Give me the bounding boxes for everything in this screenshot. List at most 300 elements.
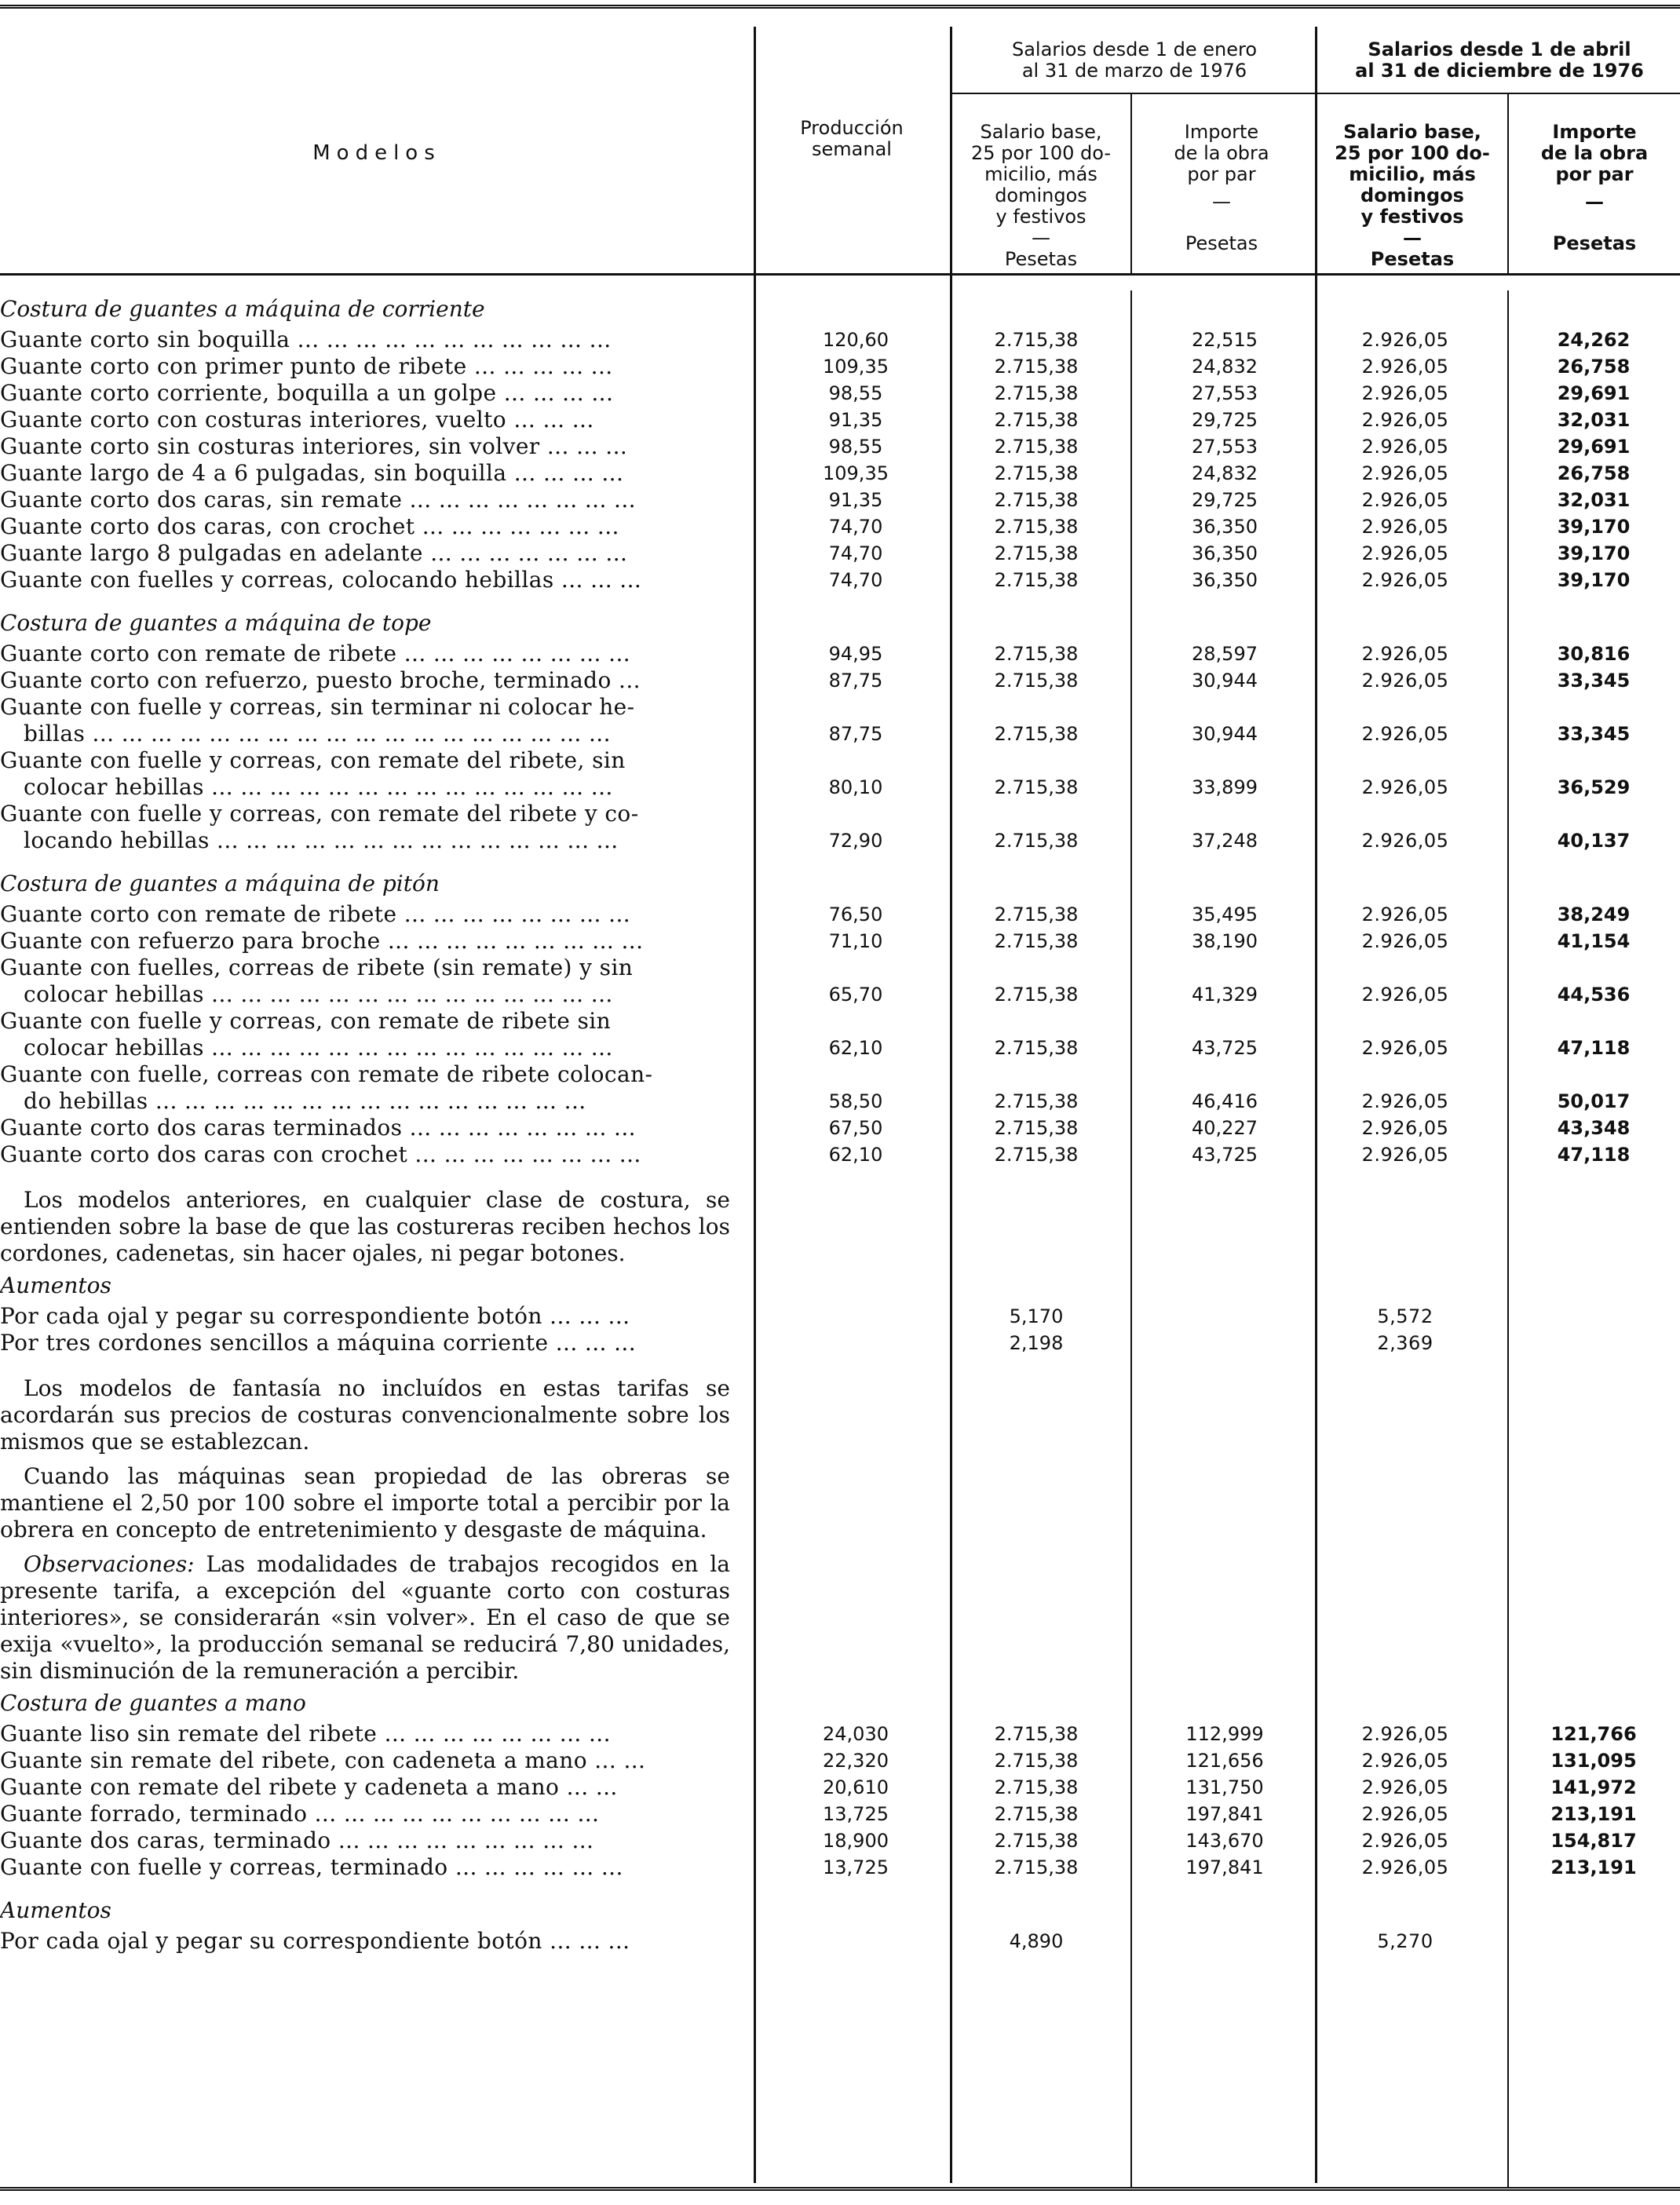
table-row (0, 901, 1680, 928)
cell-value: 30,816 (1557, 643, 1631, 665)
cell-value: 24,262 (1557, 329, 1631, 351)
table-row (0, 433, 1680, 460)
period2-title-line: Salarios desde 1 de abril (1368, 38, 1631, 60)
table-row (0, 1115, 1680, 1141)
cell-value: 29,725 (1192, 489, 1258, 511)
row-label-line: Guante corto sin boquilla ... ... ... ... ... ... ... ... ... ... ... (0, 327, 612, 352)
header-line: y festivos (995, 206, 1087, 228)
header-line: y festivos (1360, 206, 1464, 228)
spacer (0, 1356, 1680, 1367)
table-row (0, 460, 1680, 487)
cell-value: 62,10 (828, 1144, 883, 1166)
row-label (0, 1774, 738, 1801)
row-label (0, 955, 738, 1008)
table-row (0, 1827, 1680, 1854)
cell-value: 2.926,05 (1361, 1144, 1449, 1166)
row-label: Por cada ojal y pegar su correspondiente botón ... ... ... (0, 1303, 630, 1329)
cell-value: 2.926,05 (1361, 670, 1449, 692)
row-label (0, 641, 738, 667)
cell-value: 18,900 (823, 1830, 889, 1852)
table-row (0, 1141, 1680, 1168)
cell-value: 2.926,05 (1361, 356, 1449, 378)
table-row (0, 407, 1680, 433)
cell-value: 2.926,05 (1361, 409, 1449, 431)
table-row (0, 694, 1680, 747)
row-label-line: Guante con fuelles, correas de ribete (sin remate) y sin (0, 955, 634, 980)
cell-value: 2.715,38 (994, 1776, 1079, 1798)
section-title: Costura de guantes a mano (0, 1690, 306, 1716)
section-title: Costura de guantes a máquina de pitón (0, 871, 440, 896)
cell-value: 143,670 (1185, 1830, 1264, 1852)
row-label-line: Guante con remate del ribete y cadeneta a mano ... ... (0, 1774, 618, 1800)
cell-value: 2.926,05 (1361, 516, 1449, 538)
cell-value: 2.715,38 (994, 329, 1079, 351)
cell-value: 44,536 (1557, 984, 1631, 1006)
cell-value: 38,249 (1557, 904, 1631, 925)
row-label-line: Guante con fuelle y correas, con remate del ribete y co- (0, 801, 639, 827)
cell-value: 2.715,38 (994, 356, 1079, 378)
cell-value: 2.926,05 (1361, 1830, 1449, 1852)
cell-value: 41,329 (1192, 984, 1258, 1006)
cell-value: 2.715,38 (994, 670, 1079, 692)
table-row (0, 567, 1680, 593)
header-line: Salario base, (980, 121, 1102, 143)
header-line: de la obra (1540, 142, 1649, 164)
table-row (0, 1774, 1680, 1801)
cell-value: 131,095 (1550, 1750, 1637, 1772)
note-paragraph: Los modelos de fantasía no incluídos en estas tarifas se acordarán sus precios de costuras convencionalmente sobre los mismos que se establezcan. (0, 1375, 730, 1455)
cell-value: 71,10 (828, 930, 883, 952)
cell-value: 2.715,38 (994, 1856, 1079, 1878)
cell-value: 2.926,05 (1361, 930, 1449, 952)
row-label (0, 460, 738, 487)
row-label (0, 1801, 738, 1827)
cell-value: 33,345 (1557, 723, 1631, 745)
row-label-line: Guante con refuerzo para broche ... ... ... ... ... ... ... ... ... (0, 928, 644, 954)
table-row (0, 801, 1680, 854)
row-label-line: do hebillas ... ... ... ... ... ... ... ... ... ... ... ... ... ... ... (24, 1088, 586, 1114)
row-label (0, 694, 738, 747)
models-header: Modelos (312, 141, 441, 165)
table-row (0, 1747, 1680, 1774)
table-row (0, 540, 1680, 567)
cell-value: 30,944 (1192, 670, 1258, 692)
table-row (0, 1854, 1680, 1881)
cell-value: 2.926,05 (1361, 569, 1449, 591)
cell-value: 154,817 (1550, 1830, 1637, 1852)
cell-value: 141,972 (1550, 1776, 1637, 1798)
cell-value: 24,832 (1192, 356, 1258, 378)
table-row (0, 955, 1680, 1008)
cell-value: 2.715,38 (994, 776, 1079, 798)
header-line: micilio, más (1349, 163, 1476, 185)
base-salary-header-1 (951, 122, 1130, 270)
cell-value: 36,350 (1192, 542, 1258, 564)
cell-value: 87,75 (828, 670, 883, 692)
row-label (0, 667, 738, 694)
cell-value: 197,841 (1185, 1856, 1264, 1878)
cell-value: 43,725 (1192, 1037, 1258, 1059)
top-rule (0, 5, 1680, 9)
piece-header-2 (1509, 122, 1680, 254)
cell-value: 39,170 (1557, 542, 1631, 564)
cell-value: 5,170 (1009, 1305, 1064, 1327)
period1-title (954, 39, 1315, 82)
group-underline (951, 93, 1315, 94)
row-label-line: Guante corto corriente, boquilla a un golpe ... ... ... ... (0, 380, 614, 406)
header-dash: — (1212, 191, 1231, 213)
header-rule (0, 273, 1680, 276)
cell-value: 98,55 (828, 436, 883, 458)
table-row (0, 1303, 1680, 1330)
cell-value: 2.715,38 (994, 489, 1079, 511)
cell-value: 2.926,05 (1361, 904, 1449, 925)
cell-value: 2.926,05 (1361, 1750, 1449, 1772)
cell-value: 33,899 (1192, 776, 1258, 798)
cell-value: 13,725 (823, 1856, 889, 1878)
cell-value: 2.715,38 (994, 1090, 1079, 1112)
cell-value: 36,350 (1192, 516, 1258, 538)
cell-value: 2.715,38 (994, 1830, 1079, 1852)
cell-value: 30,944 (1192, 723, 1258, 745)
table-row (0, 1721, 1680, 1747)
cell-value: 2.926,05 (1361, 984, 1449, 1006)
row-label-line: Guante corto dos caras, con crochet ... ... ... ... ... ... ... (0, 513, 619, 539)
cell-value: 2.926,05 (1361, 1037, 1449, 1059)
row-label-line: Guante largo de 4 a 6 pulgadas, sin boquilla ... ... ... ... (0, 460, 624, 486)
cell-value: 2.926,05 (1361, 436, 1449, 458)
row-label-line: Guante forrado, terminado ... ... ... ... ... ... ... ... ... ... (0, 1801, 600, 1827)
observations-text: Las modalidades de trabajos recogidos en la presente tarifa, a excepción del «guante corto con costuras interiores», se considerarán «sin volver». En el caso de que se exija «vuelto», la producción semanal se reducirá 7,80 unidades, sin disminución de la remuneración a percibir. (0, 1551, 730, 1684)
cell-value: 2.715,38 (994, 723, 1079, 745)
row-label-line: Guante corto dos caras con crochet ... ... ... ... ... ... ... ... (0, 1141, 641, 1167)
cell-value: 35,495 (1192, 904, 1258, 925)
row-label (0, 567, 738, 593)
cell-value: 2.715,38 (994, 462, 1079, 484)
header-dash: — (1032, 227, 1050, 249)
header-line: por par (1187, 163, 1256, 185)
cell-value: 98,55 (828, 382, 883, 404)
observations-lead: Observaciones: (24, 1551, 195, 1577)
production-header-line: Producción (800, 117, 904, 139)
cell-value: 213,191 (1550, 1803, 1637, 1825)
aumentos-title: Aumentos (0, 1897, 111, 1923)
row-label-line: Guante sin remate del ribete, con cadeneta a mano ... ... (0, 1747, 646, 1773)
cell-value: 2.926,05 (1361, 462, 1449, 484)
cell-value: 2.926,05 (1361, 1856, 1449, 1878)
header-dash: — (1585, 191, 1604, 213)
cell-value: 91,35 (828, 489, 883, 511)
cell-value: 213,191 (1550, 1856, 1637, 1878)
cell-value: 46,416 (1192, 1090, 1258, 1112)
cell-value: 5,270 (1377, 1930, 1433, 1952)
row-label (0, 801, 738, 854)
cell-value: 91,35 (828, 409, 883, 431)
cell-value: 40,137 (1557, 830, 1631, 852)
spacer (0, 854, 1680, 865)
row-label-line: Guante corto sin costuras interiores, sin volver ... ... ... (0, 433, 628, 459)
cell-value: 2.926,05 (1361, 1117, 1449, 1139)
cell-value: 2.926,05 (1361, 329, 1449, 351)
period1-title-line: Salarios desde 1 de enero (1011, 38, 1258, 60)
header-line: 25 por 100 do- (970, 142, 1112, 164)
section-title: Costura de guantes a máquina de corriente (0, 296, 485, 322)
bottom-rule (0, 2187, 1680, 2191)
table-row (0, 1330, 1680, 1356)
cell-value: 33,345 (1557, 670, 1631, 692)
row-label-line: Guante corto con remate de ribete ... ... ... ... ... ... ... ... (0, 641, 631, 666)
header-line: domingos (995, 184, 1087, 206)
cell-value: 2.715,38 (994, 1037, 1079, 1059)
note-paragraph: Cuando las máquinas sean propiedad de las obreras se mantiene el 2,50 por 100 sobre el importe total a percibir por la obrera en concepto de entretenimiento y desgaste de máquina. (0, 1463, 730, 1542)
cell-value: 2.926,05 (1361, 1776, 1449, 1798)
row-label-line: Guante con fuelle y correas, con remate de ribete sin (0, 1008, 612, 1034)
cell-value: 72,90 (828, 830, 883, 852)
cell-value: 74,70 (828, 516, 883, 538)
cell-value: 39,170 (1557, 569, 1631, 591)
table-row (0, 1928, 1680, 1955)
cell-value: 22,515 (1192, 329, 1258, 351)
row-label-line: Guante corto con costuras interiores, vuelto ... ... ... (0, 407, 594, 433)
spacer (0, 1881, 1680, 1892)
row-label-line: Guante largo 8 pulgadas en adelante ... ... ... ... ... ... ... (0, 540, 628, 566)
header-line: Importe (1184, 121, 1259, 143)
table-row (0, 327, 1680, 353)
row-label-line: Guante con fuelle y correas, terminado ... ... ... ... ... ... (0, 1854, 623, 1880)
cell-value: 109,35 (823, 356, 889, 378)
cell-value: 38,190 (1192, 930, 1258, 952)
header-line: Importe (1552, 121, 1637, 143)
row-label (0, 1827, 738, 1854)
cell-value: 74,70 (828, 542, 883, 564)
row-label (0, 1747, 738, 1774)
cell-value: 40,227 (1192, 1117, 1258, 1139)
cell-value: 2.926,05 (1361, 723, 1449, 745)
row-label (0, 1008, 738, 1061)
cell-value: 29,691 (1557, 436, 1631, 458)
cell-value: 65,70 (828, 984, 883, 1006)
cell-value: 2.926,05 (1361, 382, 1449, 404)
cell-value: 29,691 (1557, 382, 1631, 404)
cell-value: 32,031 (1557, 409, 1631, 431)
cell-value: 2.715,38 (994, 930, 1079, 952)
row-label (0, 433, 738, 460)
cell-value: 2.715,38 (994, 409, 1079, 431)
period1-title-line: al 31 de marzo de 1976 (1021, 60, 1247, 82)
spacer (0, 1955, 1680, 1966)
cell-value: 39,170 (1557, 516, 1631, 538)
production-header (758, 118, 946, 160)
tariff-table-body (0, 290, 1680, 1966)
row-label (0, 327, 738, 353)
row-label-line: Guante dos caras, terminado ... ... ... ... ... ... ... ... ... (0, 1827, 594, 1853)
cell-value: 29,725 (1192, 409, 1258, 431)
header-line: domingos (1360, 184, 1464, 206)
row-label-line: Guante corto dos caras terminados ... ... ... ... ... ... ... ... (0, 1115, 636, 1141)
row-label-line: billas ... ... ... ... ... ... ... ... ... ... ... ... ... ... ... ... ... ... (24, 721, 611, 747)
base-salary-header-2 (1319, 122, 1506, 270)
observations-paragraph (0, 1551, 730, 1685)
cell-value: 24,832 (1192, 462, 1258, 484)
cell-value: 50,017 (1557, 1090, 1631, 1112)
table-row (0, 641, 1680, 667)
cell-value: 24,030 (823, 1723, 889, 1745)
table-row (0, 928, 1680, 955)
row-label (0, 1115, 738, 1141)
period2-title (1319, 39, 1680, 82)
spacer (0, 1168, 1680, 1179)
row-label (0, 540, 738, 567)
cell-value: 43,725 (1192, 1144, 1258, 1166)
cell-value: 27,553 (1192, 436, 1258, 458)
row-label-line: Guante corto con refuerzo, puesto broche, terminado ... (0, 667, 641, 693)
unit-label: Pesetas (1370, 248, 1455, 270)
table-row (0, 1008, 1680, 1061)
cell-value: 2.926,05 (1361, 776, 1449, 798)
spacer (0, 593, 1680, 604)
cell-value: 41,154 (1557, 930, 1631, 952)
cell-value: 47,118 (1557, 1144, 1631, 1166)
cell-value: 27,553 (1192, 382, 1258, 404)
cell-value: 2.715,38 (994, 830, 1079, 852)
row-label (0, 1854, 738, 1881)
aumentos-title: Aumentos (0, 1272, 111, 1298)
table-row (0, 353, 1680, 380)
header-dash: — (1403, 227, 1422, 249)
cell-value: 5,572 (1377, 1305, 1433, 1327)
cell-value: 2.926,05 (1361, 1803, 1449, 1825)
row-label (0, 353, 738, 380)
row-label: Por cada ojal y pegar su correspondiente botón ... ... ... (0, 1928, 630, 1954)
cell-value: 62,10 (828, 1037, 883, 1059)
cell-value: 74,70 (828, 569, 883, 591)
note-paragraph: Los modelos anteriores, en cualquier clase de costura, se entienden sobre la base de que las costureras reciben hechos los cordones, cadenetas, sin hacer ojales, ni pegar botones. (0, 1187, 730, 1266)
row-label-line: colocar hebillas ... ... ... ... ... ... ... ... ... ... ... ... ... ... (24, 981, 613, 1007)
row-label-line: Guante corto dos caras, sin remate ... ... ... ... ... ... ... ... (0, 487, 636, 513)
row-label (0, 747, 738, 801)
row-label-line: Guante con fuelle y correas, con remate del ribete, sin (0, 747, 626, 773)
table-row (0, 667, 1680, 694)
cell-value: 131,750 (1185, 1776, 1264, 1798)
row-label (0, 1061, 738, 1115)
cell-value: 2,369 (1377, 1332, 1433, 1354)
row-label: Por tres cordones sencillos a máquina corriente ... ... ... (0, 1330, 637, 1356)
group-underline (1317, 93, 1680, 94)
cell-value: 2.715,38 (994, 1723, 1079, 1745)
row-label (0, 380, 738, 407)
section-title: Costura de guantes a máquina de tope (0, 610, 432, 636)
cell-value: 2.715,38 (994, 1803, 1079, 1825)
cell-value: 2.926,05 (1361, 1090, 1449, 1112)
cell-value: 76,50 (828, 904, 883, 925)
cell-value: 26,758 (1557, 356, 1631, 378)
cell-value: 87,75 (828, 723, 883, 745)
cell-value: 120,60 (823, 329, 889, 351)
piece-header-1 (1132, 122, 1311, 254)
cell-value: 47,118 (1557, 1037, 1631, 1059)
cell-value: 112,999 (1185, 1723, 1264, 1745)
row-label (0, 928, 738, 955)
cell-value: 197,841 (1185, 1803, 1264, 1825)
cell-value: 28,597 (1192, 643, 1258, 665)
production-header-line: semanal (812, 138, 892, 160)
unit-label: Pesetas (1552, 232, 1637, 254)
row-label (0, 513, 738, 540)
cell-value: 2.715,38 (994, 1144, 1079, 1166)
row-label-line: Guante con fuelle y correas, sin terminar ni colocar he- (0, 694, 635, 720)
cell-value: 2.715,38 (994, 436, 1079, 458)
row-label-line: Guante con fuelles y correas, colocando hebillas ... ... ... (0, 567, 642, 593)
cell-value: 4,890 (1009, 1930, 1064, 1952)
cell-value: 2,198 (1009, 1332, 1064, 1354)
cell-value: 2.715,38 (994, 904, 1079, 925)
cell-value: 43,348 (1557, 1117, 1631, 1139)
header-line: 25 por 100 do- (1335, 142, 1490, 164)
table-row (0, 747, 1680, 801)
row-label-line: locando hebillas ... ... ... ... ... ... ... ... ... ... ... ... ... ... (24, 827, 619, 853)
cell-value: 36,350 (1192, 569, 1258, 591)
cell-value: 2.715,38 (994, 542, 1079, 564)
header-line: por par (1555, 163, 1634, 185)
cell-value: 109,35 (823, 462, 889, 484)
cell-value: 32,031 (1557, 489, 1631, 511)
row-label (0, 487, 738, 513)
cell-value: 121,766 (1550, 1723, 1637, 1745)
unit-label: Pesetas (1004, 248, 1078, 270)
cell-value: 2.926,05 (1361, 1723, 1449, 1745)
cell-value: 2.715,38 (994, 984, 1079, 1006)
unit-label: Pesetas (1185, 232, 1258, 254)
cell-value: 2.715,38 (994, 382, 1079, 404)
row-label (0, 407, 738, 433)
cell-value: 2.715,38 (994, 516, 1079, 538)
cell-value: 2.926,05 (1361, 643, 1449, 665)
cell-value: 36,529 (1557, 776, 1631, 798)
row-label-line: colocar hebillas ... ... ... ... ... ... ... ... ... ... ... ... ... ... (24, 774, 613, 800)
row-label (0, 1721, 738, 1747)
cell-value: 2.715,38 (994, 569, 1079, 591)
row-label-line: Guante con fuelle, correas con remate de ribete colocan- (0, 1061, 653, 1087)
header-line: micilio, más (984, 163, 1097, 185)
cell-value: 2.715,38 (994, 1750, 1079, 1772)
cell-value: 121,656 (1185, 1750, 1264, 1772)
cell-value: 22,320 (823, 1750, 889, 1772)
row-label (0, 1141, 738, 1168)
cell-value: 20,610 (823, 1776, 889, 1798)
table-row (0, 513, 1680, 540)
cell-value: 94,95 (828, 643, 883, 665)
cell-value: 2.926,05 (1361, 542, 1449, 564)
row-label-line: Guante liso sin remate del ribete ... ... ... ... ... ... ... ... (0, 1721, 611, 1747)
cell-value: 80,10 (828, 776, 883, 798)
cell-value: 37,248 (1192, 830, 1258, 852)
cell-value: 13,725 (823, 1803, 889, 1825)
period2-title-line: al 31 de diciembre de 1976 (1355, 60, 1644, 82)
cell-value: 2.926,05 (1361, 489, 1449, 511)
table-row (0, 1801, 1680, 1827)
cell-value: 67,50 (828, 1117, 883, 1139)
cell-value: 2.715,38 (994, 643, 1079, 665)
header-line: Salario base, (1343, 121, 1481, 143)
row-label-line: Guante corto con primer punto de ribete ... ... ... ... ... (0, 353, 613, 379)
cell-value: 2.715,38 (994, 1117, 1079, 1139)
row-label-line: colocar hebillas ... ... ... ... ... ... ... ... ... ... ... ... ... ... (24, 1035, 613, 1061)
table-row (0, 487, 1680, 513)
cell-value: 2.926,05 (1361, 830, 1449, 852)
table-row (0, 1061, 1680, 1115)
cell-value: 26,758 (1557, 462, 1631, 484)
header-line: de la obra (1174, 142, 1269, 164)
